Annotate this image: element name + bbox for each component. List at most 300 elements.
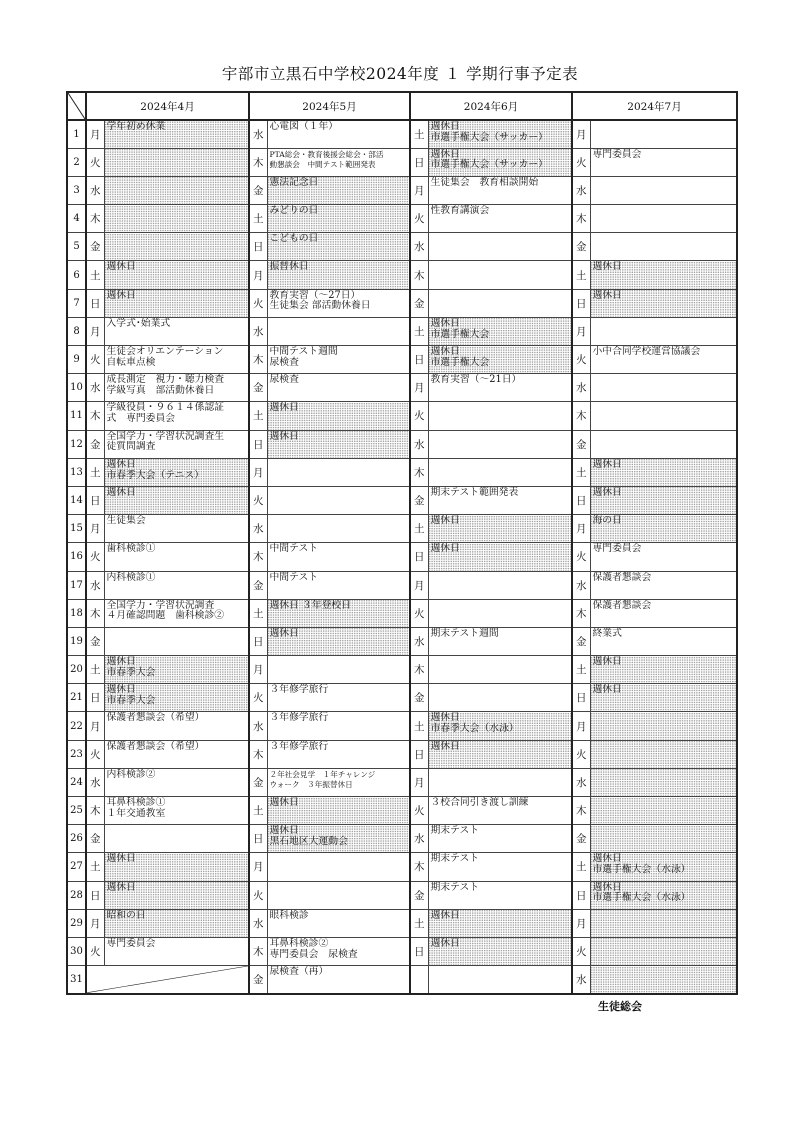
weekday-cell: 土 — [249, 205, 267, 233]
weekday-cell: 日 — [86, 486, 104, 514]
event-cell — [428, 966, 572, 994]
weekday-cell: 火 — [410, 797, 428, 825]
table-row — [67, 346, 737, 374]
event-cell: 週休日 市春季大会（水泳） — [428, 712, 572, 740]
table-row — [67, 656, 737, 684]
weekday-cell: 火 — [572, 346, 590, 374]
table-row — [67, 261, 737, 289]
table-row — [67, 684, 737, 712]
event-cell — [104, 148, 249, 176]
event-cell: みどりの日 — [267, 205, 410, 233]
event-cell: 期末テスト週間 — [428, 627, 572, 655]
event-cell — [590, 909, 737, 937]
event-cell: 終業式 — [590, 627, 737, 655]
event-cell — [267, 656, 410, 684]
event-cell: 全国学力・学習状況調査 ４月確認問題 歯科検診② — [104, 599, 249, 627]
weekday-cell: 金 — [572, 233, 590, 261]
event-cell — [428, 261, 572, 289]
event-cell: 週休日 — [104, 261, 249, 289]
event-cell — [428, 599, 572, 627]
weekday-cell: 火 — [572, 543, 590, 571]
event-cell: こどもの日 — [267, 233, 410, 261]
weekday-cell: 火 — [410, 402, 428, 430]
event-cell — [428, 233, 572, 261]
weekday-cell: 水 — [249, 712, 267, 740]
event-cell: 週休日 — [267, 797, 410, 825]
month-header: 2024年5月 — [249, 92, 410, 120]
event-cell: 週休日 — [590, 289, 737, 317]
weekday-cell: 金 — [249, 768, 267, 796]
weekday-cell: 月 — [410, 374, 428, 402]
event-cell: 週休日 — [590, 261, 737, 289]
event-cell — [267, 317, 410, 345]
weekday-cell: 月 — [249, 458, 267, 486]
event-cell: 尿検査（再） — [267, 966, 410, 994]
event-cell — [428, 684, 572, 712]
event-cell: 生徒集会 — [104, 515, 249, 543]
event-cell: 専門委員会 — [590, 148, 737, 176]
event-cell — [590, 205, 737, 233]
weekday-cell: 火 — [249, 486, 267, 514]
weekday-cell: 土 — [410, 317, 428, 345]
weekday-cell: 日 — [249, 233, 267, 261]
event-cell: 入学式･始業式 — [104, 317, 249, 345]
event-cell — [267, 881, 410, 909]
event-cell — [428, 430, 572, 458]
weekday-cell: 土 — [249, 599, 267, 627]
weekday-cell: 木 — [410, 656, 428, 684]
day-number: 27 — [67, 853, 86, 881]
table-row — [67, 825, 737, 853]
weekday-cell: 水 — [572, 571, 590, 599]
weekday-cell: 日 — [410, 937, 428, 965]
event-cell: 生徒会オリエンテーション 自転車点検 — [104, 346, 249, 374]
table-row — [67, 458, 737, 486]
weekday-cell: 月 — [410, 176, 428, 204]
table-row — [67, 966, 737, 994]
event-cell: 全国学力・学習状況調査生 徒質問調査 — [104, 430, 249, 458]
event-cell: PTA総会・教育後援会総会・部活 動懇談会 中間テスト範囲発表 — [267, 148, 410, 176]
weekday-cell: 月 — [86, 712, 104, 740]
weekday-cell: 木 — [410, 261, 428, 289]
weekday-cell: 月 — [249, 261, 267, 289]
weekday-cell: 月 — [410, 768, 428, 796]
event-cell — [590, 402, 737, 430]
event-cell: 週休日 市春季大会 — [104, 684, 249, 712]
table-row — [67, 148, 737, 176]
weekday-cell: 木 — [572, 205, 590, 233]
day-number: 29 — [67, 909, 86, 937]
day-number: 16 — [67, 543, 86, 571]
weekday-cell: 月 — [249, 656, 267, 684]
table-row — [67, 712, 737, 740]
event-cell — [590, 937, 737, 965]
table-row — [67, 881, 737, 909]
weekday-cell: 火 — [572, 148, 590, 176]
event-cell: 小中合同学校運営協議会 — [590, 346, 737, 374]
day-number: 1 — [67, 120, 86, 148]
weekday-cell: 日 — [572, 684, 590, 712]
day-number: 2 — [67, 148, 86, 176]
weekday-cell: 土 — [572, 458, 590, 486]
page-title: 宇部市立黒石中学校2024年度 １ 学期行事予定表 — [221, 65, 579, 83]
weekday-cell: 木 — [249, 543, 267, 571]
day-number: 10 — [67, 374, 86, 402]
event-cell: 憲法記念日 — [267, 176, 410, 204]
day-number: 6 — [67, 261, 86, 289]
event-cell: 週休日 市春季大会（テニス） — [104, 458, 249, 486]
event-cell: ３校合同引き渡し訓練 — [428, 797, 572, 825]
table-row — [67, 120, 737, 148]
day-number: 21 — [67, 684, 86, 712]
weekday-cell: 火 — [86, 543, 104, 571]
day-number: 25 — [67, 797, 86, 825]
event-cell — [267, 486, 410, 514]
weekday-cell: 月 — [86, 515, 104, 543]
event-cell: 耳鼻科検診② 専門委員会 尿検査 — [267, 937, 410, 965]
event-cell — [104, 627, 249, 655]
event-cell: 週休日 — [104, 289, 249, 317]
event-cell: 教育実習（〜21日） — [428, 374, 572, 402]
day-number: 5 — [67, 233, 86, 261]
weekday-cell: 月 — [572, 712, 590, 740]
day-number: 20 — [67, 656, 86, 684]
event-cell: 内科検診② — [104, 768, 249, 796]
weekday-cell: 木 — [86, 797, 104, 825]
weekday-cell: 月 — [249, 853, 267, 881]
event-cell — [428, 768, 572, 796]
event-cell — [104, 176, 249, 204]
event-cell — [104, 233, 249, 261]
event-cell: 海の日 — [590, 515, 737, 543]
table-row — [67, 909, 737, 937]
weekday-cell: 土 — [410, 120, 428, 148]
weekday-cell: 日 — [572, 881, 590, 909]
event-cell — [428, 656, 572, 684]
event-cell: 教育実習（〜27日） 生徒集会 部活動休養日 — [267, 289, 410, 317]
event-cell: 週休日 — [428, 909, 572, 937]
day-number: 19 — [67, 627, 86, 655]
weekday-cell: 火 — [249, 684, 267, 712]
event-cell: ３年修学旅行 — [267, 712, 410, 740]
event-cell: 中間テスト週間 尿検査 — [267, 346, 410, 374]
event-cell: 学年初め休業 — [104, 120, 249, 148]
event-cell: 週休日 市選手権大会（水泳） — [590, 881, 737, 909]
weekday-cell: 木 — [249, 937, 267, 965]
weekday-cell: 日 — [410, 740, 428, 768]
weekday-cell: 金 — [410, 881, 428, 909]
weekday-cell: 木 — [86, 205, 104, 233]
event-cell: 専門委員会 — [590, 543, 737, 571]
table-row — [67, 317, 737, 345]
table-row — [67, 515, 737, 543]
day-number: 18 — [67, 599, 86, 627]
table-row — [67, 233, 737, 261]
day-number: 14 — [67, 486, 86, 514]
event-cell: 週休日 — [104, 853, 249, 881]
weekday-cell: 火 — [249, 881, 267, 909]
event-cell: ３年修学旅行 — [267, 684, 410, 712]
weekday-cell: 金 — [86, 233, 104, 261]
event-cell — [590, 740, 737, 768]
table-row — [67, 740, 737, 768]
table-row — [67, 205, 737, 233]
weekday-cell: 木 — [86, 402, 104, 430]
table-row — [67, 543, 737, 571]
event-cell: 保護者懇談会 — [590, 599, 737, 627]
weekday-cell: 水 — [410, 233, 428, 261]
table-row — [67, 402, 737, 430]
weekday-cell: 月 — [572, 909, 590, 937]
weekday-cell: 土 — [249, 402, 267, 430]
day-number: 8 — [67, 317, 86, 345]
event-cell: 週休日 — [590, 656, 737, 684]
event-cell — [590, 120, 737, 148]
day-number: 23 — [67, 740, 86, 768]
event-cell: 週休日 市選手権大会 — [428, 317, 572, 345]
month-header: 2024年4月 — [86, 92, 249, 120]
weekday-cell: 土 — [410, 515, 428, 543]
weekday-cell: 日 — [249, 627, 267, 655]
table-row — [67, 374, 737, 402]
day-number: 22 — [67, 712, 86, 740]
event-cell: 週休日 — [590, 684, 737, 712]
event-cell: 週休日 — [428, 543, 572, 571]
weekday-cell: 土 — [86, 261, 104, 289]
weekday-cell: 水 — [249, 515, 267, 543]
weekday-cell: 水 — [249, 317, 267, 345]
weekday-cell: 木 — [572, 797, 590, 825]
event-cell — [590, 317, 737, 345]
weekday-cell: 金 — [249, 571, 267, 599]
event-cell: 生徒集会 教育相談開始 — [428, 176, 572, 204]
weekday-cell: 日 — [249, 430, 267, 458]
table-row — [67, 768, 737, 796]
weekday-cell: 金 — [572, 627, 590, 655]
weekday-cell: 火 — [86, 148, 104, 176]
weekday-cell: 土 — [410, 909, 428, 937]
weekday-cell: 日 — [249, 825, 267, 853]
weekday-cell: 月 — [410, 571, 428, 599]
event-cell: 中間テスト — [267, 571, 410, 599]
weekday-cell: 金 — [410, 684, 428, 712]
event-cell — [590, 768, 737, 796]
weekday-cell: 金 — [410, 289, 428, 317]
weekday-cell: 金 — [410, 486, 428, 514]
table-row — [67, 627, 737, 655]
weekday-cell: 金 — [249, 374, 267, 402]
event-cell: 専門委員会 — [104, 937, 249, 965]
event-cell: 保護者懇談会（希望） — [104, 712, 249, 740]
weekday-cell: 火 — [86, 937, 104, 965]
schedule-table — [66, 91, 738, 995]
weekday-cell: 水 — [410, 430, 428, 458]
footer-label: 生徒総会 — [598, 1000, 642, 1013]
event-cell: 心電図（１年） — [267, 120, 410, 148]
event-cell — [428, 571, 572, 599]
weekday-cell: 金 — [86, 825, 104, 853]
weekday-cell: 木 — [249, 740, 267, 768]
weekday-cell: 日 — [572, 289, 590, 317]
day-number: 9 — [67, 346, 86, 374]
event-cell: 性教育講演会 — [428, 205, 572, 233]
weekday-cell: 土 — [249, 797, 267, 825]
weekday-cell: 水 — [86, 176, 104, 204]
event-cell: 週休日 — [104, 486, 249, 514]
event-cell — [267, 515, 410, 543]
weekday-cell: 木 — [572, 402, 590, 430]
event-cell: 成長測定 視力・聴力検査 学級写真 部活動休養日 — [104, 374, 249, 402]
day-number: 12 — [67, 430, 86, 458]
weekday-cell: 水 — [572, 176, 590, 204]
weekday-cell: 水 — [572, 966, 590, 994]
event-cell: 学級役員・９６１４係認証 式 専門委員会 — [104, 402, 249, 430]
table-row — [67, 430, 737, 458]
weekday-cell: 水 — [249, 120, 267, 148]
event-cell — [590, 712, 737, 740]
weekday-cell: 火 — [86, 346, 104, 374]
table-row — [67, 571, 737, 599]
table-row — [67, 176, 737, 204]
event-cell: 週休日 — [590, 458, 737, 486]
day-number: 13 — [67, 458, 86, 486]
event-cell — [104, 205, 249, 233]
weekday-cell: 木 — [249, 148, 267, 176]
event-cell: ２年社会見学 １年チャレンジ ウォーク ３年振替休日 — [267, 768, 410, 796]
event-cell: 週休日 — [590, 486, 737, 514]
event-cell — [590, 797, 737, 825]
event-cell — [267, 853, 410, 881]
weekday-cell: 水 — [86, 571, 104, 599]
event-cell: 週休日 — [428, 740, 572, 768]
weekday-cell: 水 — [410, 627, 428, 655]
day-number: 15 — [67, 515, 86, 543]
weekday-cell: 火 — [86, 740, 104, 768]
day-number: 4 — [67, 205, 86, 233]
weekday-cell: 日 — [410, 543, 428, 571]
day-number: 3 — [67, 176, 86, 204]
weekday-cell: 金 — [572, 825, 590, 853]
event-cell — [590, 176, 737, 204]
table-row — [67, 797, 737, 825]
table-row — [67, 599, 737, 627]
day-number: 24 — [67, 768, 86, 796]
weekday-cell: 月 — [86, 909, 104, 937]
event-cell: 耳鼻科検診① １年交通教室 — [104, 797, 249, 825]
event-cell: 歯科検診① — [104, 543, 249, 571]
event-cell: 内科検診① — [104, 571, 249, 599]
day-number: 31 — [67, 966, 86, 994]
table-row — [67, 289, 737, 317]
weekday-cell: 土 — [572, 261, 590, 289]
event-cell: 期末テスト — [428, 881, 572, 909]
weekday-cell: 金 — [249, 176, 267, 204]
event-cell: 尿検査 — [267, 374, 410, 402]
event-cell: 週休日 — [267, 430, 410, 458]
event-cell — [104, 825, 249, 853]
event-cell — [590, 374, 737, 402]
weekday-cell — [410, 966, 428, 994]
weekday-cell: 土 — [572, 853, 590, 881]
event-cell: 週休日 — [267, 627, 410, 655]
weekday-cell: 木 — [86, 599, 104, 627]
corner-cell — [67, 92, 86, 120]
weekday-cell: 日 — [410, 346, 428, 374]
weekday-cell: 月 — [572, 515, 590, 543]
event-cell: 期末テスト — [428, 825, 572, 853]
empty-cell — [86, 966, 249, 994]
event-cell: 週休日 市選手権大会（サッカー） — [428, 148, 572, 176]
weekday-cell: 金 — [572, 430, 590, 458]
event-cell: 中間テスト — [267, 543, 410, 571]
weekday-cell: 月 — [86, 317, 104, 345]
weekday-cell: 火 — [410, 599, 428, 627]
event-cell: 保護者懇談会 — [590, 571, 737, 599]
event-cell: 週休日 市選手権大会 — [428, 346, 572, 374]
weekday-cell: 月 — [572, 317, 590, 345]
event-cell: 眼科検診 — [267, 909, 410, 937]
event-cell — [428, 289, 572, 317]
weekday-cell: 金 — [249, 966, 267, 994]
weekday-cell: 日 — [410, 148, 428, 176]
table-row — [67, 853, 737, 881]
weekday-cell: 火 — [572, 740, 590, 768]
weekday-cell: 火 — [572, 937, 590, 965]
weekday-cell: 火 — [249, 289, 267, 317]
table-row — [67, 486, 737, 514]
event-cell: 保護者懇談会（希望） — [104, 740, 249, 768]
event-cell: 週休日 — [428, 937, 572, 965]
event-cell: 期末テスト — [428, 853, 572, 881]
weekday-cell: 土 — [86, 458, 104, 486]
table-row — [67, 937, 737, 965]
weekday-cell: 日 — [572, 486, 590, 514]
event-cell: 週休日 — [267, 402, 410, 430]
weekday-cell: 日 — [86, 684, 104, 712]
weekday-cell: 木 — [572, 599, 590, 627]
weekday-cell: 土 — [86, 656, 104, 684]
event-cell — [267, 458, 410, 486]
event-cell: 週休日 — [104, 881, 249, 909]
weekday-cell: 木 — [410, 458, 428, 486]
weekday-cell: 水 — [86, 768, 104, 796]
weekday-cell: 土 — [410, 712, 428, 740]
event-cell: 週休日 市春季大会 — [104, 656, 249, 684]
event-cell — [590, 233, 737, 261]
weekday-cell: 月 — [86, 120, 104, 148]
day-number: 17 — [67, 571, 86, 599]
event-cell: 週休日 — [428, 515, 572, 543]
weekday-cell: 土 — [572, 656, 590, 684]
weekday-cell: 月 — [572, 120, 590, 148]
day-number: 7 — [67, 289, 86, 317]
event-cell: 週休日 黒石地区大運動会 — [267, 825, 410, 853]
weekday-cell: 日 — [86, 881, 104, 909]
weekday-cell: 水 — [410, 825, 428, 853]
event-cell — [590, 430, 737, 458]
weekday-cell: 火 — [410, 205, 428, 233]
event-cell — [428, 402, 572, 430]
weekday-cell: 水 — [86, 374, 104, 402]
weekday-cell: 日 — [86, 289, 104, 317]
weekday-cell: 金 — [86, 430, 104, 458]
day-number: 26 — [67, 825, 86, 853]
event-cell: 振替休日 — [267, 261, 410, 289]
event-cell — [590, 966, 737, 994]
day-number: 28 — [67, 881, 86, 909]
weekday-cell: 土 — [86, 853, 104, 881]
weekday-cell: 水 — [572, 374, 590, 402]
